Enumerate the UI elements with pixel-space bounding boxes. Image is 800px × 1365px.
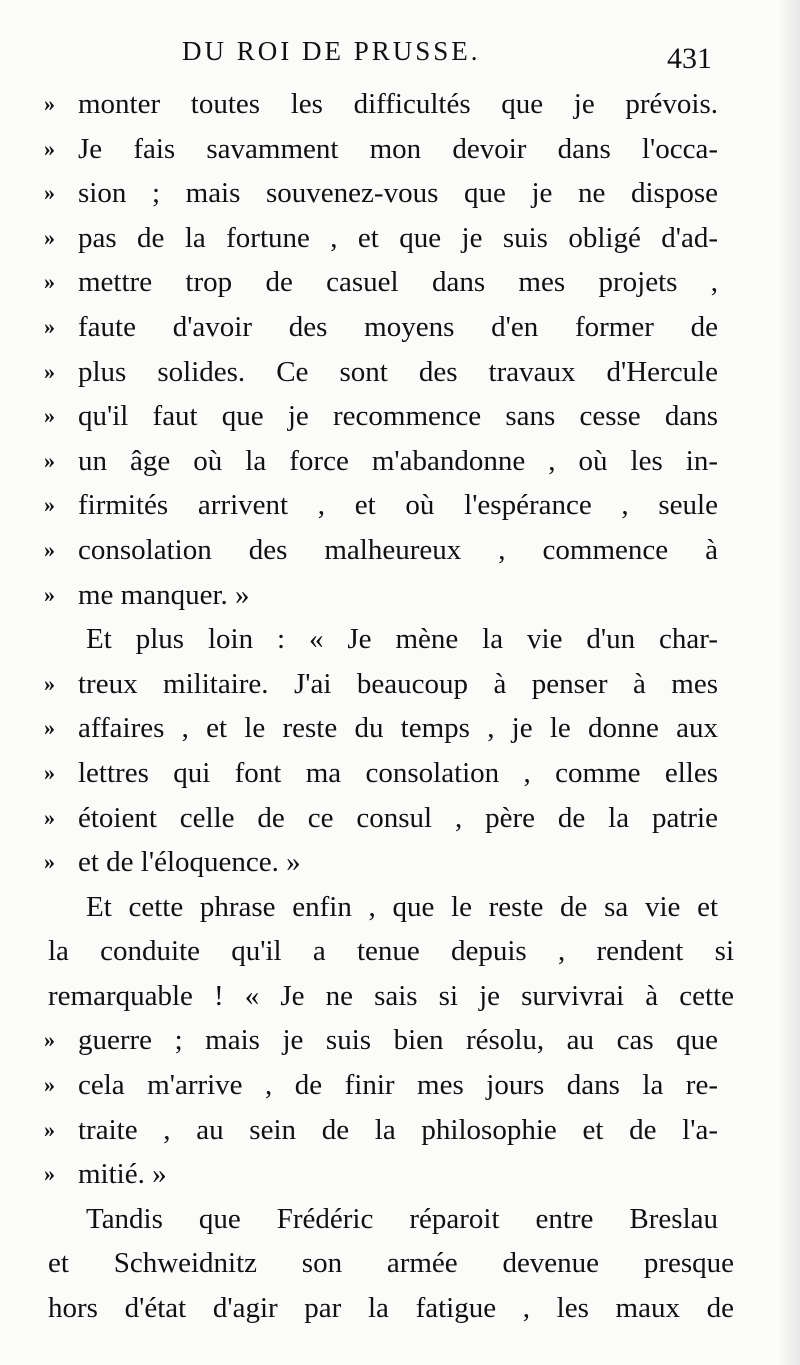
text-line [0, 528, 800, 573]
page-header [0, 36, 800, 76]
text-line [0, 885, 800, 930]
quotation-marker: » [44, 670, 55, 696]
quotation-marker: » [44, 313, 55, 339]
line-text: treux militaire. J'ai beaucoup à penser à mes [78, 667, 718, 700]
text-line [0, 394, 800, 439]
text-line [0, 1108, 800, 1153]
text-line [0, 260, 800, 305]
quotation-marker: » [44, 135, 55, 161]
quotation-marker: » [44, 1072, 55, 1098]
line-text: qu'il faut que je recommence sans cesse dans [78, 400, 718, 433]
line-text: Et plus loin : « Je mène la vie d'un char- [86, 623, 718, 656]
quotation-marker: » [44, 269, 55, 295]
text-line [0, 350, 800, 395]
line-text: consolation des malheureux , commence à [78, 533, 718, 566]
line-text: traite , au sein de la philosophie et de l'a- [78, 1113, 718, 1146]
text-line [0, 305, 800, 350]
line-text: Tandis que Frédéric réparoit entre Breslau [86, 1202, 718, 1235]
text-line [0, 1286, 800, 1331]
text-line [0, 796, 800, 841]
quotation-marker: » [44, 581, 55, 607]
quotation-marker: » [44, 1116, 55, 1142]
line-text: monter toutes les difficultés que je prévois. [78, 88, 718, 120]
text-line [0, 840, 800, 885]
text-line [0, 1018, 800, 1063]
text-line [0, 1241, 800, 1286]
quotation-marker: » [44, 1027, 55, 1053]
text-line [0, 171, 800, 216]
line-text: et de l'éloquence. » [78, 846, 301, 879]
quotation-marker: » [44, 492, 55, 518]
quotation-marker: » [44, 536, 55, 562]
text-line [0, 216, 800, 261]
line-text: étoient celle de ce consul , père de la patrie [78, 801, 718, 834]
line-text: mettre trop de casuel dans mes projets , [78, 266, 718, 299]
quotation-marker: » [44, 1161, 55, 1187]
line-text: hors d'état d'agir par la fatigue , les maux de [48, 1292, 734, 1325]
line-text: remarquable ! « Je ne sais si je survivrai à cette [48, 979, 734, 1012]
text-line [0, 573, 800, 618]
text-line [0, 483, 800, 528]
text-line [0, 929, 800, 974]
running-title: DU ROI DE PRUSSE. [182, 36, 481, 66]
text-line [0, 706, 800, 751]
text-line [0, 974, 800, 1019]
text-line [0, 1197, 800, 1242]
quotation-marker: » [44, 715, 55, 741]
line-text: sion ; mais souvenez-vous que je ne dispose [78, 177, 718, 210]
quotation-marker: » [44, 403, 55, 429]
quotation-marker: » [44, 849, 55, 875]
line-text: lettres qui font ma consolation , comme elles [78, 756, 718, 789]
page-number: 431 [667, 42, 712, 75]
text-line [0, 127, 800, 172]
line-text: un âge où la force m'abandonne , où les in- [78, 444, 718, 477]
text-line [0, 751, 800, 796]
line-text: guerre ; mais je suis bien résolu, au cas que [78, 1024, 718, 1057]
line-text: et Schweidnitz son armée devenue presque [48, 1247, 734, 1280]
line-text: me manquer. » [78, 578, 250, 611]
body-text [0, 82, 800, 1331]
quotation-marker: » [44, 224, 55, 250]
quotation-marker: » [44, 804, 55, 830]
line-text: affaires , et le reste du temps , je le donne aux [78, 712, 718, 745]
line-text: Et cette phrase enfin , que le reste de sa vie et [86, 890, 718, 923]
text-line [0, 617, 800, 662]
line-text: pas de la fortune , et que je suis obligé d'ad- [78, 221, 718, 254]
quotation-marker: » [44, 180, 55, 206]
line-text: Je fais savamment mon devoir dans l'occa- [78, 132, 718, 165]
quotation-marker: » [44, 358, 55, 384]
line-text: faute d'avoir des moyens d'en former de [78, 310, 718, 343]
text-line [0, 662, 800, 707]
text-line [0, 439, 800, 484]
quotation-marker: » [44, 447, 55, 473]
text-line [0, 82, 800, 127]
text-line [0, 1152, 800, 1197]
text-line [0, 1063, 800, 1108]
line-text: la conduite qu'il a tenue depuis , rendent si [48, 935, 734, 968]
line-text: firmités arrivent , et où l'espérance , seule [78, 489, 718, 522]
line-text: cela m'arrive , de finir mes jours dans la re- [78, 1069, 718, 1102]
quotation-marker: » [44, 759, 55, 785]
quotation-marker: » [44, 91, 55, 116]
line-text: plus solides. Ce sont des travaux d'Hercule [78, 355, 718, 388]
line-text: mitié. » [78, 1158, 167, 1191]
